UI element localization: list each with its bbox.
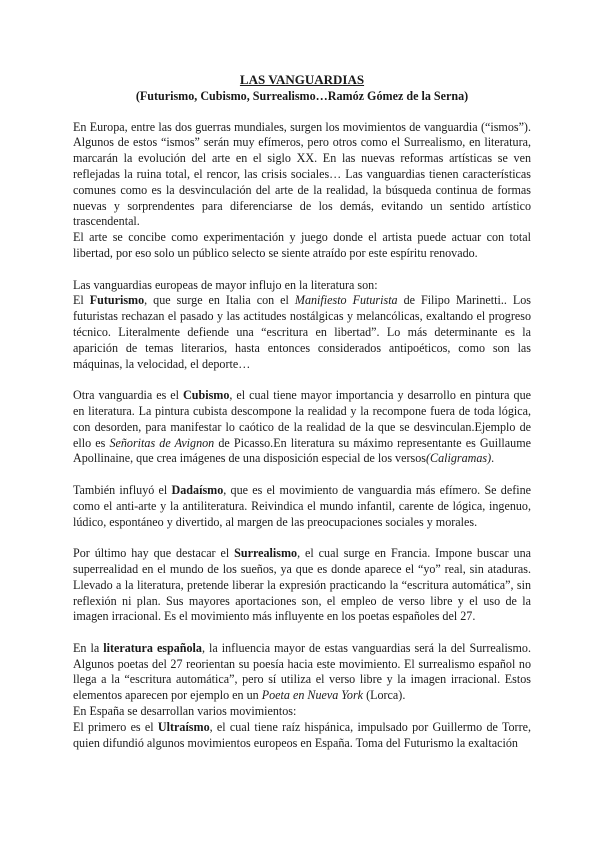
work-caligramas: (Caligramas)	[425, 451, 492, 466]
paragraph-surrealismo: Por último hay que destacar el Surrealismo, el cual surge en Francia. Impone buscar una superrealidad en el mundo de los sueños, ya que es donde aparece el “yo” real, sin ataduras. Llevado a la literatura, pretende liberar la expresión practicando la “escritura automática”, sin reflexión ni plan. Sus mayores aportaciones son, el empleo de verso libre y el uso de la imagen irracional. Es el movimiento más influyente en los poetas españoles del 27.	[73, 546, 531, 624]
term-ultraismo: Ultraísmo	[157, 719, 210, 734]
term-surrealismo: Surrealismo	[234, 546, 298, 561]
paragraph-vanguardias-list: Las vanguardias europeas de mayor influjo en la literatura son:	[73, 277, 378, 292]
paragraph-dadaismo: También influyó el Dadaísmo, que es el movimiento de vanguardia más efímero. Se define como el anti-arte y la antiliteratura. Reivindica el mundo infantil, carente de lógica, ingenuo, lúdico, espontáneo y divertido, al margen de las preocupaciones sociales y morales.	[73, 482, 531, 529]
term-cubismo: Cubismo	[183, 388, 230, 403]
paragraph-ultraismo: El primero es el Ultraísmo, el cual tiene raíz hispánica, impulsado por Guillermo de Torre, quien difundió algunos movimientos europeos en España. Toma del Futurismo la exaltación	[73, 719, 531, 750]
paragraph-espana-movimientos: En España se desarrollan varios movimientos:	[73, 704, 297, 719]
work-poeta-nueva-york: Poeta en Nueva York	[261, 688, 364, 703]
term-literatura-espanola: literatura española	[103, 640, 202, 655]
paragraph-arte: El arte se concibe como experimentación y juego donde el artista puede actuar con total libertad, por eso solo un público selecto se siente atraído por este espíritu renovado.	[73, 230, 531, 260]
term-futurismo: Futurismo	[89, 293, 145, 308]
work-manifiesto: Manifiesto Futurista	[294, 293, 398, 308]
document-page	[73, 72, 531, 751]
document-subtitle: (Futurismo, Cubismo, Surrealismo…Ramóz Gómez de la Serna)	[135, 88, 469, 103]
paragraph-literatura-espanola: En la literatura española, la influencia mayor de estas vanguardias será la del Surrealismo. Algunos poetas del 27 reorientan su poesía hacia este movimiento. El surrealismo español no llega a la “escritura automática”, pero sí utiliza el verso libre y la imagen irracional. Estos elementos aparecen por ejemplo en un Poeta en Nueva York (Lorca).	[73, 640, 531, 703]
paragraph-intro: En Europa, entre las dos guerras mundiales, surgen los movimientos de vanguardia (“ismos”). Algunos de estos “ismos” serán muy efímeros, pero otros como el Surrealismo, en literatura, marcarán la evolución del arte en el siglo XX. En las nuevas reformas artísticas se ven reflejadas la ruina total, el rencor, las crisis sociales… Las vanguardias tienen características comunes como es la desvinculación del arte de la realidad, la búsqueda continua de formas nuevas y sorprendentes para diferenciarse de los demás, evitando un sentido artístico trascendental.	[73, 119, 531, 229]
term-dadaismo: Dadaísmo	[171, 482, 224, 497]
document-title: LAS VANGUARDIAS	[239, 72, 365, 87]
work-senoritas: Señoritas de Avignon	[109, 435, 215, 450]
paragraph-futurismo: El Futurismo, que surge en Italia con el Manifiesto Futurista de Filipo Marinetti.. Los futuristas rechazan el pasado y las actitudes nostálgicas y melancólicas, exaltando el progreso técnico. Literalmente defiende una “escritura en libertad”. Lo más determinante es la aparición de temas literarios, hasta entonces considerados antipoéticos, como son las máquinas, la velocidad, el deporte…	[73, 293, 532, 371]
paragraph-cubismo: Otra vanguardia es el Cubismo, el cual tiene mayor importancia y desarrollo en pintura que en literatura. La pintura cubista descompone la realidad y la recompone fuera de toda lógica, con desorden, para manifestar lo caótico de la realidad de la que se desvinculan.Ejemplo de ello es Señoritas de Avignon de Picasso.En literatura su máximo representante es Guillaume Apollinaine, que crea imágenes de una disposición especial de los versos(Caligramas).	[73, 388, 531, 466]
